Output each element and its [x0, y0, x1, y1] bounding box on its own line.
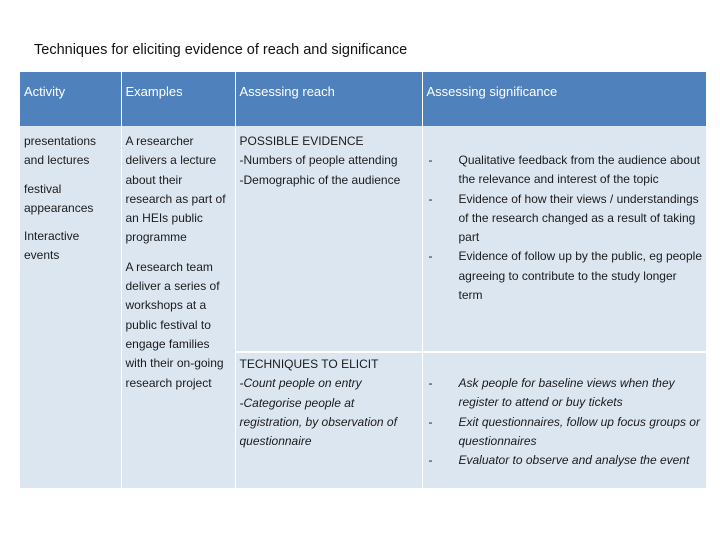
header-assessing-significance: Assessing significance	[422, 72, 706, 126]
header-activity: Activity	[20, 72, 121, 126]
activity-item: presentations and lectures	[24, 134, 97, 168]
significance-evidence-cell	[422, 126, 706, 352]
reach-evidence-cell	[235, 126, 422, 352]
bullet-dash: -	[428, 414, 433, 429]
evidence-heading: POSSIBLE EVIDENCE	[239, 134, 364, 148]
examples-cell	[121, 126, 235, 488]
techniques-heading: TECHNIQUES TO ELICIT	[239, 357, 379, 371]
activity-cell	[20, 126, 121, 488]
evidence-item: -Numbers of people attending	[239, 153, 398, 168]
significance-item	[427, 190, 703, 248]
significance-text: Qualitative feedback from the audience about the relevance and interest of the topic	[458, 153, 700, 187]
header-examples: Examples	[121, 72, 235, 126]
bullet-dash: -	[428, 191, 433, 206]
significance-text: Evidence of how their views / understandings of the research changed as a result of taking part	[458, 191, 699, 245]
bullet-dash: -	[428, 453, 433, 468]
technique-item: -Count people on entry	[239, 376, 362, 391]
table-header-row	[20, 72, 706, 126]
table-row	[20, 126, 706, 352]
activity-item: festival appearances	[24, 181, 94, 215]
technique-significance-item	[427, 451, 703, 470]
technique-significance-item	[427, 413, 703, 452]
significance-techniques-cell	[422, 352, 706, 488]
technique-significance-text: Exit questionnaires, follow up focus groups or questionnaires	[458, 414, 700, 448]
significance-item	[427, 247, 703, 305]
example-item: A research team deliver a series of workshops at a public festival to engage families with their on-going research project	[125, 259, 224, 390]
activity-item: Interactive events	[24, 229, 80, 263]
evidence-table	[20, 72, 706, 488]
bullet-dash: -	[428, 376, 433, 390]
significance-text: Evidence of follow up by the public, eg people agreeing to contribute to the study longer term	[458, 249, 702, 303]
technique-significance-text: Ask people for baseline views when they register to attend or buy tickets	[458, 376, 675, 410]
technique-item: -Categorise people at registration, by observation of questionnaire	[239, 395, 397, 449]
bullet-dash: -	[428, 153, 433, 167]
page-title: Techniques for eliciting evidence of reach and significance	[34, 42, 408, 58]
technique-significance-text: Evaluator to observe and analyse the event	[458, 453, 690, 468]
technique-significance-item	[427, 374, 703, 413]
evidence-item: -Demographic of the audience	[239, 172, 401, 187]
bullet-dash: -	[428, 249, 433, 264]
reach-techniques-cell	[235, 352, 422, 488]
header-assessing-reach: Assessing reach	[235, 72, 422, 126]
significance-item	[427, 151, 703, 190]
example-item: A researcher delivers a lecture about their research as part of an HEIs public programme	[125, 134, 226, 245]
